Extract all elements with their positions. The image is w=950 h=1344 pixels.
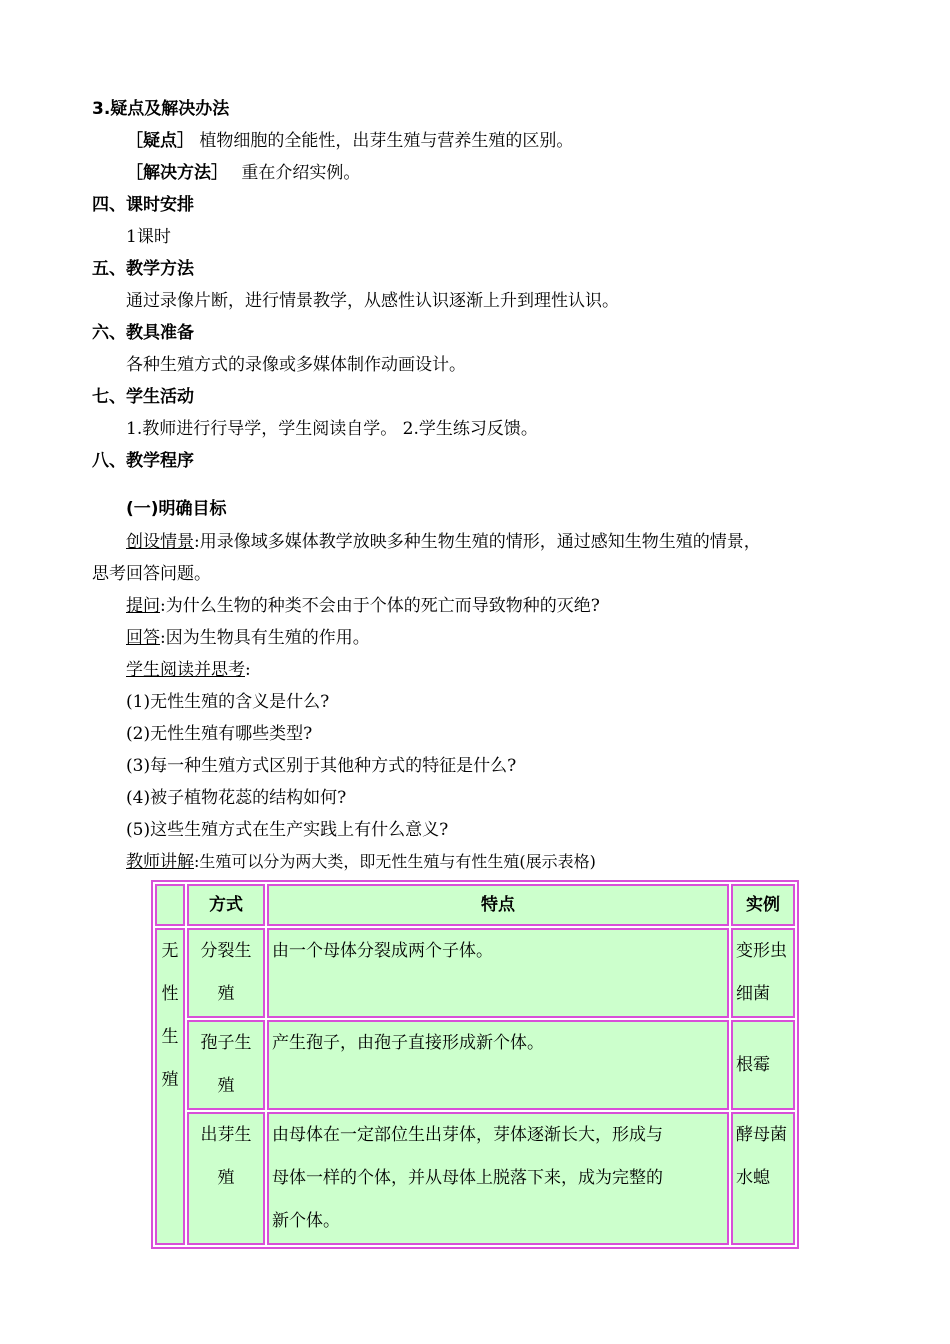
header-empty xyxy=(155,884,185,926)
table-header-row xyxy=(155,884,795,926)
read-think-text: : xyxy=(245,660,251,680)
feature-cell xyxy=(267,1020,729,1110)
doubts-label: ［疑点］ xyxy=(126,131,194,151)
line-doubts xyxy=(126,130,573,152)
header-example: 实例 xyxy=(731,884,795,926)
group-char: 性 xyxy=(161,984,179,1004)
method-cell xyxy=(187,928,265,1018)
schedule-text: 1课时 xyxy=(126,227,171,247)
example-line: 细菌 xyxy=(736,984,770,1004)
example-line: 水螅 xyxy=(736,1168,770,1188)
table-row xyxy=(155,928,795,1018)
group-char: 无 xyxy=(161,941,179,961)
example-cell xyxy=(731,928,795,1018)
method-line: 殖 xyxy=(217,1168,235,1188)
method-line: 孢子生 xyxy=(200,1033,252,1053)
teacher-label: 教师讲解 xyxy=(126,852,194,872)
solution-label: ［解决方法］ xyxy=(126,163,228,183)
header-method: 方式 xyxy=(187,884,265,926)
line-answer xyxy=(126,627,370,649)
method-cell xyxy=(187,1112,265,1245)
method-cell xyxy=(187,1020,265,1110)
question-text: :为什么生物的种类不会由于个体的死亡而导致物种的灭绝? xyxy=(160,596,600,616)
example-line: 酵母菌 xyxy=(736,1125,787,1145)
feature-line: 新个体。 xyxy=(272,1211,340,1231)
group-label xyxy=(155,928,185,1245)
method-line: 出芽生 xyxy=(200,1125,252,1145)
method-line: 殖 xyxy=(217,984,235,1004)
question-3: (3)每一种生殖方式区别于其他种方式的特征是什么? xyxy=(126,756,517,776)
line-doubts-heading: 3.疑点及解决办法 xyxy=(92,99,230,119)
line-question xyxy=(126,595,600,617)
feature-line: 母体一样的个体，并从母体上脱落下来，成为完整的 xyxy=(272,1168,663,1188)
group-char: 殖 xyxy=(161,1070,179,1090)
line-read-think xyxy=(126,659,251,681)
feature-cell xyxy=(267,1112,729,1245)
feature-line: 产生孢子，由孢子直接形成新个体。 xyxy=(272,1033,544,1053)
method-line: 殖 xyxy=(217,1076,235,1096)
example-line: 根霉 xyxy=(736,1054,770,1075)
line-scenario xyxy=(126,531,761,553)
answer-label: 回答 xyxy=(126,628,160,648)
reproduction-table xyxy=(151,880,799,1249)
scenario-label: 创设情景 xyxy=(126,532,194,552)
feature-line: 由一个母体分裂成两个子体。 xyxy=(272,941,493,961)
feature-cell xyxy=(267,928,729,1018)
answer-text: :因为生物具有生殖的作用。 xyxy=(160,628,370,648)
scenario-cont: 思考回答问题。 xyxy=(92,564,211,584)
table-row xyxy=(155,1020,795,1110)
example-cell xyxy=(731,1112,795,1245)
example-line: 变形虫 xyxy=(736,941,787,961)
line-solution xyxy=(126,162,360,184)
question-2: (2)无性生殖有哪些类型? xyxy=(126,724,313,744)
question-label: 提问 xyxy=(126,596,160,616)
heading-method: 五、教学方法 xyxy=(92,259,194,279)
read-think-label: 学生阅读并思考 xyxy=(126,660,245,680)
table-row xyxy=(155,1112,795,1245)
question-1: (1)无性生殖的含义是什么? xyxy=(126,692,330,712)
feature-line: 由母体在一定部位生出芽体，芽体逐渐长大，形成与 xyxy=(272,1125,663,1145)
teacher-text: :生殖可以分为两大类，即无性生殖与有性生殖(展示表格) xyxy=(194,852,596,871)
tools-text: 各种生殖方式的录像或多媒体制作动画设计。 xyxy=(126,355,466,375)
heading-activity: 七、学生活动 xyxy=(92,387,194,407)
question-5: (5)这些生殖方式在生产实践上有什么意义? xyxy=(126,820,449,840)
section-goal: (一)明确目标 xyxy=(126,499,227,519)
heading-tools: 六、教具准备 xyxy=(92,323,194,343)
method-text: 通过录像片断，进行情景教学，从感性认识逐渐上升到理性认识。 xyxy=(126,291,619,311)
heading-procedure: 八、教学程序 xyxy=(92,451,194,471)
heading-schedule: 四、课时安排 xyxy=(92,195,194,215)
question-4: (4)被子植物花蕊的结构如何? xyxy=(126,788,347,808)
example-cell xyxy=(731,1020,795,1110)
solution-text: 重在介绍实例。 xyxy=(241,163,361,183)
method-line: 分裂生 xyxy=(200,941,252,961)
doubts-text: 植物细胞的全能性，出芽生殖与营养生殖的区别。 xyxy=(199,131,574,151)
activity-text: 1.教师进行行导学，学生阅读自学。 2.学生练习反馈。 xyxy=(126,419,538,439)
scenario-text: :用录像域多媒体教学放映多种生物生殖的情形，通过感知生物生殖的情景， xyxy=(194,532,761,552)
group-char: 生 xyxy=(161,1027,179,1047)
header-feature: 特点 xyxy=(267,884,729,926)
line-teacher xyxy=(126,851,596,873)
